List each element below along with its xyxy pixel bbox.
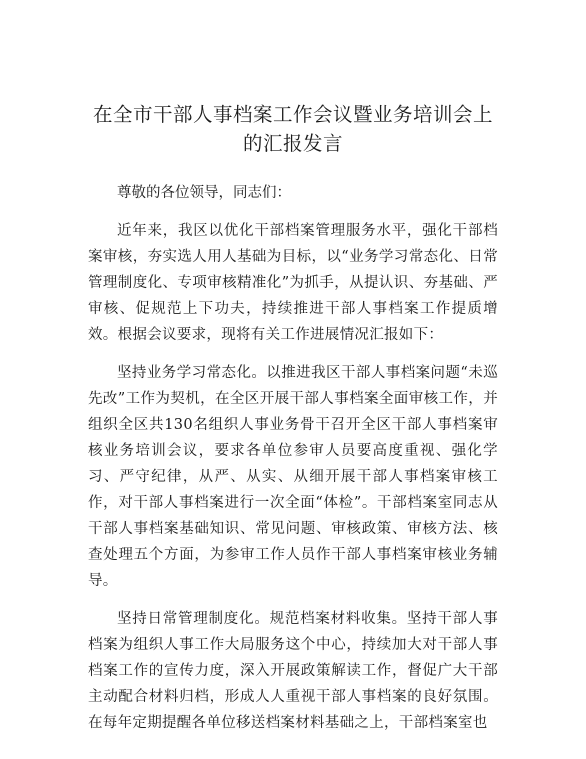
title-line-2: 的汇报发言 bbox=[242, 132, 343, 155]
paragraph-management: 坚持日常管理制度化。规范档案材料收集。坚持干部人事档案为组织人事工作大局服务这个中心，持续加大对干部人事档案工作的宣传力度，深入开展政策解读工作，督促广大干部主动配合材料归档，形成人人重视干部人事档案的良好氛围。在每年定期提醒各单位移送档案材料基础之上，干部档案室也 bbox=[88, 611, 498, 731]
salutation: 尊敬的各位领导，同志们： bbox=[117, 185, 291, 201]
paragraph-study: 坚持业务学习常态化。以推进我区干部人事档案问题“未巡先改”工作为契机，在全区开展干部人事档案全面审核工作，并组织全区共130名组织人事业务骨干召开全区干部人事档案审核业务培训会议，要求各单位参审人员要高度重视、强化学习、严守纪律，从严、从实、从细开展干部人事档案审核工作，对干部人事档案进行一次全面“体检”。干部档案室同志从干部人事档案基础知识、常见问题、审核政策、审核方法、核查处理五个方面，为参审工作人员作干部人事档案审核业务辅导。 bbox=[88, 365, 498, 589]
paragraph-intro: 近年来，我区以优化干部档案管理服务水平，强化干部档案审核，夯实选人用人基础为目标，以“业务学习常态化、日常管理制度化、专项审核精准化”为抓手，从提认识、夯基础、严审核、促规范上下功夫，持续推进干部人事档案工作提质增效。根据会议要求，现将有关工作进展情况汇报如下： bbox=[88, 223, 498, 343]
title-line-1: 在全市干部人事档案工作会议暨业务培训会上 bbox=[92, 103, 493, 126]
document-title bbox=[88, 100, 498, 158]
document-page bbox=[88, 100, 498, 736]
